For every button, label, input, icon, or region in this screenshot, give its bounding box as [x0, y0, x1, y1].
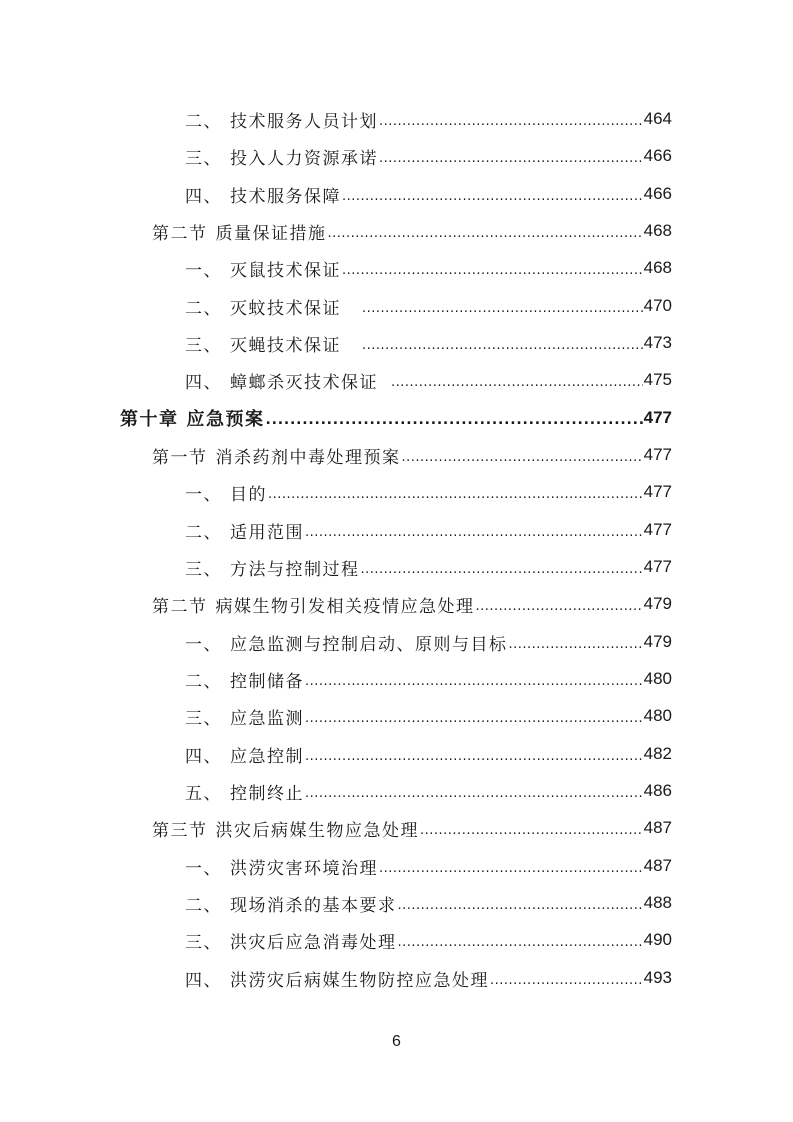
toc-entry[interactable] [185, 141, 672, 171]
dot-leader [398, 931, 643, 949]
entry-number: 四、 [185, 970, 222, 991]
toc-entry[interactable] [185, 253, 672, 283]
toc-entry[interactable] [185, 701, 672, 731]
toc-entry[interactable] [185, 477, 672, 507]
entry-number: 二、 [185, 111, 222, 132]
dot-leader [398, 894, 643, 912]
entry-page: 490 [643, 930, 672, 949]
dot-leader [391, 371, 643, 389]
dot-leader [362, 297, 643, 315]
entry-page: 487 [643, 818, 672, 837]
entry-page: 487 [643, 856, 672, 875]
entry-page: 480 [643, 669, 672, 688]
toc-entry[interactable] [185, 365, 672, 395]
entry-page: 479 [643, 632, 672, 651]
toc-entry[interactable] [185, 925, 672, 955]
entry-title: 控制终止 [230, 783, 304, 804]
entry-title: 应急预案 [186, 409, 265, 430]
entry-page: 473 [643, 333, 672, 352]
toc-entry[interactable] [185, 515, 672, 545]
dot-leader [266, 409, 643, 427]
dot-leader [402, 446, 643, 464]
entry-title: 方法与控制过程 [230, 559, 360, 580]
toc-entry[interactable] [185, 291, 672, 321]
dot-leader [379, 147, 643, 165]
entry-title: 消杀药剂中毒处理预案 [215, 447, 401, 468]
entry-page: 475 [643, 370, 672, 389]
entry-title: 应急控制 [230, 746, 304, 767]
entry-title: 蟑螂杀灭技术保证 [230, 372, 378, 393]
entry-title: 质量保证措施 [215, 223, 327, 244]
dot-leader [490, 969, 643, 987]
dot-leader [420, 819, 643, 837]
entry-page: 470 [643, 296, 672, 315]
entry-title: 灭蚊技术保证 [230, 298, 341, 319]
entry-title: 控制储备 [230, 671, 304, 692]
section-number: 第三节 [152, 820, 208, 841]
entry-page: 493 [643, 968, 672, 987]
toc-entry[interactable] [185, 664, 672, 694]
dot-leader [305, 707, 643, 725]
dot-leader [305, 782, 643, 800]
entry-title: 技术服务人员计划 [230, 111, 378, 132]
toc-entry-section[interactable] [152, 813, 672, 843]
toc-entry[interactable] [185, 888, 672, 918]
entry-title: 灭蝇技术保证 [230, 335, 341, 356]
entry-number: 三、 [185, 148, 222, 169]
entry-title: 适用范围 [230, 522, 304, 543]
entry-page: 468 [643, 221, 672, 240]
dot-leader [305, 745, 643, 763]
entry-number: 三、 [185, 559, 222, 580]
entry-number: 一、 [185, 260, 222, 281]
dot-leader [342, 185, 643, 203]
section-number: 第二节 [152, 596, 208, 617]
entry-page: 477 [643, 520, 672, 539]
entry-page: 477 [643, 482, 672, 501]
entry-title: 投入人力资源承诺 [230, 148, 378, 169]
entry-title: 应急监测 [230, 708, 304, 729]
entry-page: 488 [643, 893, 672, 912]
entry-number: 四、 [185, 746, 222, 767]
entry-page: 468 [643, 258, 672, 277]
entry-number: 三、 [185, 335, 222, 356]
dot-leader [476, 595, 643, 613]
toc-entry[interactable] [185, 328, 672, 358]
dot-leader [268, 483, 643, 501]
toc-entry[interactable] [185, 739, 672, 769]
entry-title: 应急监测与控制启动、原则与目标 [230, 634, 508, 655]
entry-number: 四、 [185, 186, 222, 207]
entry-page: 466 [643, 184, 672, 203]
toc-entry[interactable] [185, 104, 672, 134]
dot-leader [305, 670, 643, 688]
entry-number: 一、 [185, 634, 222, 655]
dot-leader [328, 222, 643, 240]
entry-title: 技术服务保障 [230, 186, 341, 207]
entry-title: 洪灾后病媒生物应急处理 [215, 820, 419, 841]
dot-leader [509, 633, 643, 651]
entry-title: 现场消杀的基本要求 [230, 895, 397, 916]
entry-title: 洪灾后应急消毒处理 [230, 932, 397, 953]
entry-page: 477 [643, 408, 672, 427]
entry-number: 五、 [185, 783, 222, 804]
section-number: 第二节 [152, 223, 208, 244]
toc-entry[interactable] [185, 963, 672, 993]
entry-number: 三、 [185, 932, 222, 953]
dot-leader [362, 334, 643, 352]
entry-number: 二、 [185, 895, 222, 916]
entry-page: 477 [643, 557, 672, 576]
dot-leader [305, 521, 643, 539]
section-number: 第一节 [152, 447, 208, 468]
toc-entry[interactable] [185, 179, 672, 209]
toc-entry-chapter[interactable] [120, 403, 672, 433]
entry-number: 四、 [185, 372, 222, 393]
dot-leader [361, 558, 643, 576]
toc-entry-section[interactable] [152, 216, 672, 246]
entry-title: 目的 [230, 484, 267, 505]
entry-page: 480 [643, 706, 672, 725]
entry-number: 三、 [185, 708, 222, 729]
entry-page: 464 [643, 109, 672, 128]
dot-leader [379, 857, 643, 875]
toc-entry[interactable] [185, 776, 672, 806]
entry-title: 病媒生物引发相关疫情应急处理 [215, 596, 475, 617]
entry-title: 灭鼠技术保证 [230, 260, 341, 281]
entry-page: 477 [643, 445, 672, 464]
entry-number: 一、 [185, 484, 222, 505]
toc-entry[interactable] [185, 552, 672, 582]
dot-leader [379, 110, 643, 128]
entry-page: 479 [643, 594, 672, 613]
chapter-number: 第十章 [120, 409, 179, 430]
entry-number: 一、 [185, 858, 222, 879]
page-number: 6 [392, 1033, 401, 1050]
entry-page: 466 [643, 146, 672, 165]
toc-entry-section[interactable] [152, 440, 672, 470]
entry-number: 二、 [185, 298, 222, 319]
toc-entry[interactable] [185, 851, 672, 881]
entry-title: 洪涝灾害环境治理 [230, 858, 378, 879]
toc-entry[interactable] [185, 627, 672, 657]
entry-page: 486 [643, 781, 672, 800]
entry-title: 洪涝灾后病媒生物防控应急处理 [230, 970, 489, 991]
entry-number: 二、 [185, 522, 222, 543]
entry-number: 二、 [185, 671, 222, 692]
entry-page: 482 [643, 744, 672, 763]
toc-entry-section[interactable] [152, 589, 672, 619]
dot-leader [342, 259, 643, 277]
